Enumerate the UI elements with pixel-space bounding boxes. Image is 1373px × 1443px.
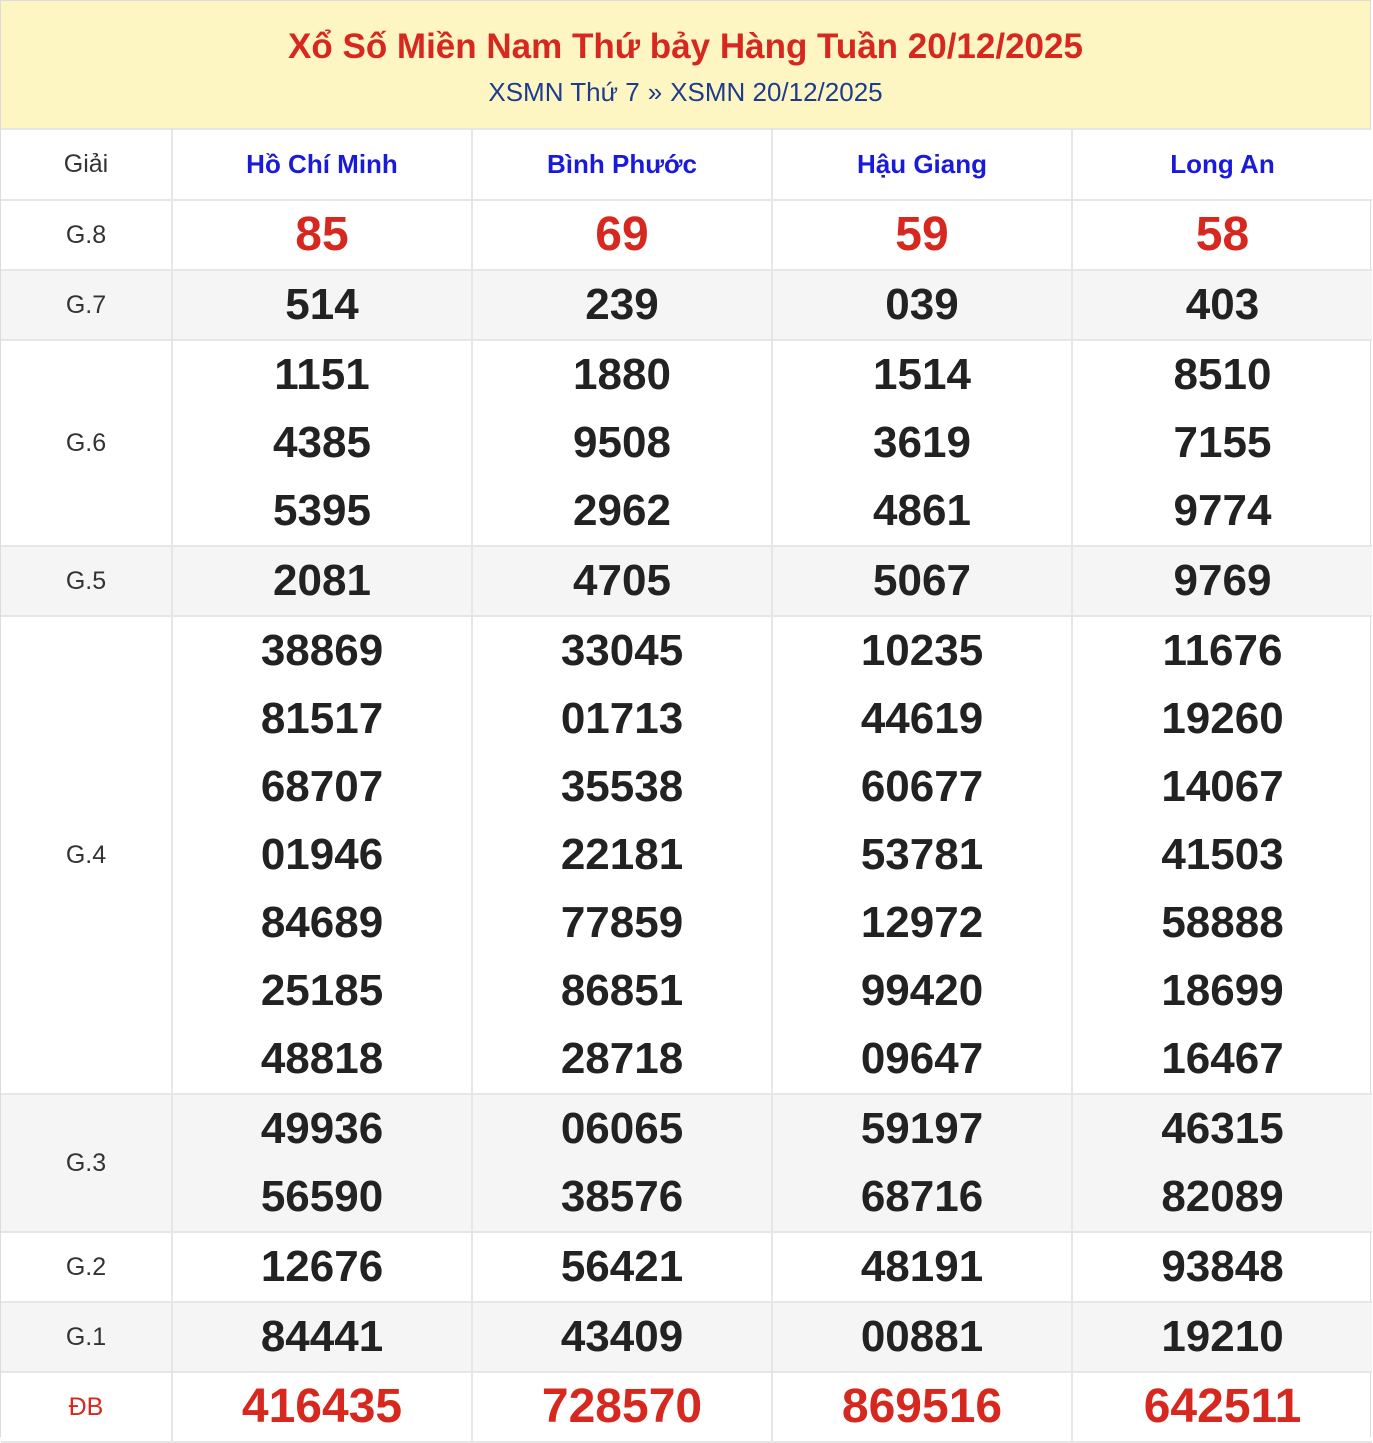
winning-number: 81517 <box>260 694 384 743</box>
prize-cell <box>472 340 772 546</box>
winning-number: 43409 <box>560 1312 684 1361</box>
winning-number: 38576 <box>560 1172 684 1221</box>
winning-number: 35538 <box>560 762 684 811</box>
page-title: Xổ Số Miền Nam Thứ bảy Hàng Tuần 20/12/2025 <box>288 27 1083 66</box>
prize-cell <box>172 200 472 270</box>
winning-number: 22181 <box>560 830 684 879</box>
winning-number: 7155 <box>1173 418 1272 467</box>
province-header[interactable]: Hồ Chí Minh <box>172 130 472 200</box>
prize-cell <box>1072 1302 1372 1372</box>
prize-cell <box>772 200 1072 270</box>
winning-number: 16467 <box>1161 1034 1284 1083</box>
prize-cell <box>472 200 772 270</box>
winning-number: 38869 <box>260 626 384 675</box>
winning-number: 12972 <box>860 898 984 947</box>
winning-number: 18699 <box>1161 966 1284 1015</box>
prize-label: G.8 <box>1 200 172 270</box>
prize-label: G.7 <box>1 270 172 340</box>
prize-cell <box>772 1302 1072 1372</box>
prize-cell <box>772 270 1072 340</box>
winning-number: 84689 <box>260 898 384 947</box>
prize-cell <box>472 546 772 616</box>
prize-row <box>1 1302 1372 1372</box>
winning-number: 28718 <box>560 1034 684 1083</box>
winning-number: 5067 <box>873 556 971 605</box>
winning-number: 53781 <box>860 830 984 879</box>
winning-number: 3619 <box>873 418 971 467</box>
prize-row <box>1 616 1372 1094</box>
prize-row <box>1 200 1372 270</box>
prize-cell <box>772 616 1072 1094</box>
winning-number: 58888 <box>1161 898 1284 947</box>
prize-row <box>1 1094 1372 1232</box>
prize-cell <box>1072 616 1372 1094</box>
results-body <box>1 200 1372 1442</box>
prize-cell <box>772 1094 1072 1232</box>
prize-cell <box>772 1372 1072 1442</box>
prize-label: G.6 <box>1 340 172 546</box>
winning-number: 11676 <box>1162 626 1283 675</box>
prize-cell <box>1072 340 1372 546</box>
winning-number: 00881 <box>860 1312 984 1361</box>
winning-number: 514 <box>285 280 359 329</box>
winning-number: 49936 <box>260 1104 384 1153</box>
winning-number: 9774 <box>1173 486 1272 535</box>
winning-number: 728570 <box>541 1380 703 1433</box>
winning-number: 56590 <box>260 1172 384 1221</box>
prize-cell <box>772 1232 1072 1302</box>
winning-number: 416435 <box>241 1380 403 1433</box>
province-header[interactable]: Long An <box>1072 130 1372 200</box>
winning-number: 48818 <box>260 1034 384 1083</box>
winning-number: 69 <box>595 208 649 261</box>
prize-cell <box>1072 546 1372 616</box>
prize-row <box>1 340 1372 546</box>
prize-cell <box>472 616 772 1094</box>
winning-number: 33045 <box>560 626 684 675</box>
winning-number: 48191 <box>860 1242 984 1291</box>
breadcrumb-link-date[interactable]: XSMN 20/12/2025 <box>670 77 883 107</box>
winning-number: 93848 <box>1161 1242 1284 1291</box>
prize-label: G.3 <box>1 1094 172 1232</box>
results-table <box>1 130 1372 1443</box>
winning-number: 01946 <box>260 830 384 879</box>
winning-number: 77859 <box>560 898 684 947</box>
prize-label: G.1 <box>1 1302 172 1372</box>
winning-number: 82089 <box>1161 1172 1284 1221</box>
winning-number: 09647 <box>860 1034 984 1083</box>
prize-label: G.2 <box>1 1232 172 1302</box>
prize-cell <box>1072 1094 1372 1232</box>
winning-number: 25185 <box>260 966 384 1015</box>
prize-cell <box>172 1094 472 1232</box>
winning-number: 06065 <box>560 1104 684 1153</box>
winning-number: 19260 <box>1161 694 1284 743</box>
winning-number: 10235 <box>860 626 984 675</box>
winning-number: 1151 <box>274 350 370 399</box>
prize-cell <box>172 270 472 340</box>
prize-cell <box>772 340 1072 546</box>
prize-row <box>1 1372 1372 1442</box>
winning-number: 4705 <box>573 556 671 605</box>
winning-number: 41503 <box>1161 830 1284 879</box>
winning-number: 5395 <box>273 486 371 535</box>
province-header[interactable]: Hậu Giang <box>772 130 1072 200</box>
winning-number: 59 <box>895 208 949 261</box>
winning-number: 58 <box>1195 208 1250 261</box>
prize-row <box>1 270 1372 340</box>
winning-number: 1514 <box>873 350 971 399</box>
winning-number: 642511 <box>1143 1380 1302 1433</box>
prize-row <box>1 1232 1372 1302</box>
winning-number: 869516 <box>841 1380 1003 1433</box>
winning-number: 4861 <box>873 486 971 535</box>
prize-label: G.4 <box>1 616 172 1094</box>
winning-number: 44619 <box>860 694 984 743</box>
winning-number: 9508 <box>573 418 671 467</box>
winning-number: 4385 <box>273 418 371 467</box>
prize-cell <box>1072 270 1372 340</box>
winning-number: 01713 <box>560 694 684 743</box>
prize-cell <box>172 1232 472 1302</box>
prize-cell <box>1072 200 1372 270</box>
winning-number: 46315 <box>1161 1104 1284 1153</box>
winning-number: 403 <box>1185 280 1260 329</box>
winning-number: 68716 <box>860 1172 984 1221</box>
winning-number: 85 <box>295 208 349 261</box>
prize-cell <box>472 270 772 340</box>
winning-number: 239 <box>585 280 659 329</box>
prize-cell <box>172 616 472 1094</box>
prize-cell <box>1072 1372 1372 1442</box>
winning-number: 19210 <box>1161 1312 1284 1361</box>
prize-cell <box>772 546 1072 616</box>
prize-label: ĐB <box>1 1372 172 1442</box>
prize-cell <box>1072 1232 1372 1302</box>
prize-cell <box>472 1302 772 1372</box>
results-header <box>1 1 1370 130</box>
prize-cell <box>172 340 472 546</box>
winning-number: 8510 <box>1173 350 1272 399</box>
prize-label: G.5 <box>1 546 172 616</box>
prize-row <box>1 546 1372 616</box>
breadcrumb <box>1 77 1370 107</box>
prize-cell <box>472 1372 772 1442</box>
winning-number: 12676 <box>260 1242 384 1291</box>
winning-number: 039 <box>885 280 959 329</box>
winning-number: 68707 <box>260 762 384 811</box>
prize-cell <box>472 1232 772 1302</box>
winning-number: 14067 <box>1161 762 1284 811</box>
winning-number: 60677 <box>860 762 984 811</box>
winning-number: 2962 <box>573 486 671 535</box>
winning-number: 56421 <box>560 1242 684 1291</box>
winning-number: 86851 <box>560 966 684 1015</box>
winning-number: 59197 <box>860 1104 984 1153</box>
breadcrumb-link-weekday[interactable]: XSMN Thứ 7 <box>488 77 640 107</box>
prize-cell <box>172 546 472 616</box>
prize-cell <box>472 1094 772 1232</box>
prize-cell <box>172 1372 472 1442</box>
winning-number: 9769 <box>1173 556 1272 605</box>
prize-column-header: Giải <box>1 130 172 200</box>
winning-number: 1880 <box>573 350 671 399</box>
winning-number: 99420 <box>860 966 984 1015</box>
breadcrumb-separator: » <box>647 77 663 107</box>
table-header-row <box>1 130 1372 200</box>
province-header[interactable]: Bình Phước <box>472 130 772 200</box>
winning-number: 2081 <box>273 556 371 605</box>
winning-number: 84441 <box>260 1312 384 1361</box>
prize-cell <box>172 1302 472 1372</box>
